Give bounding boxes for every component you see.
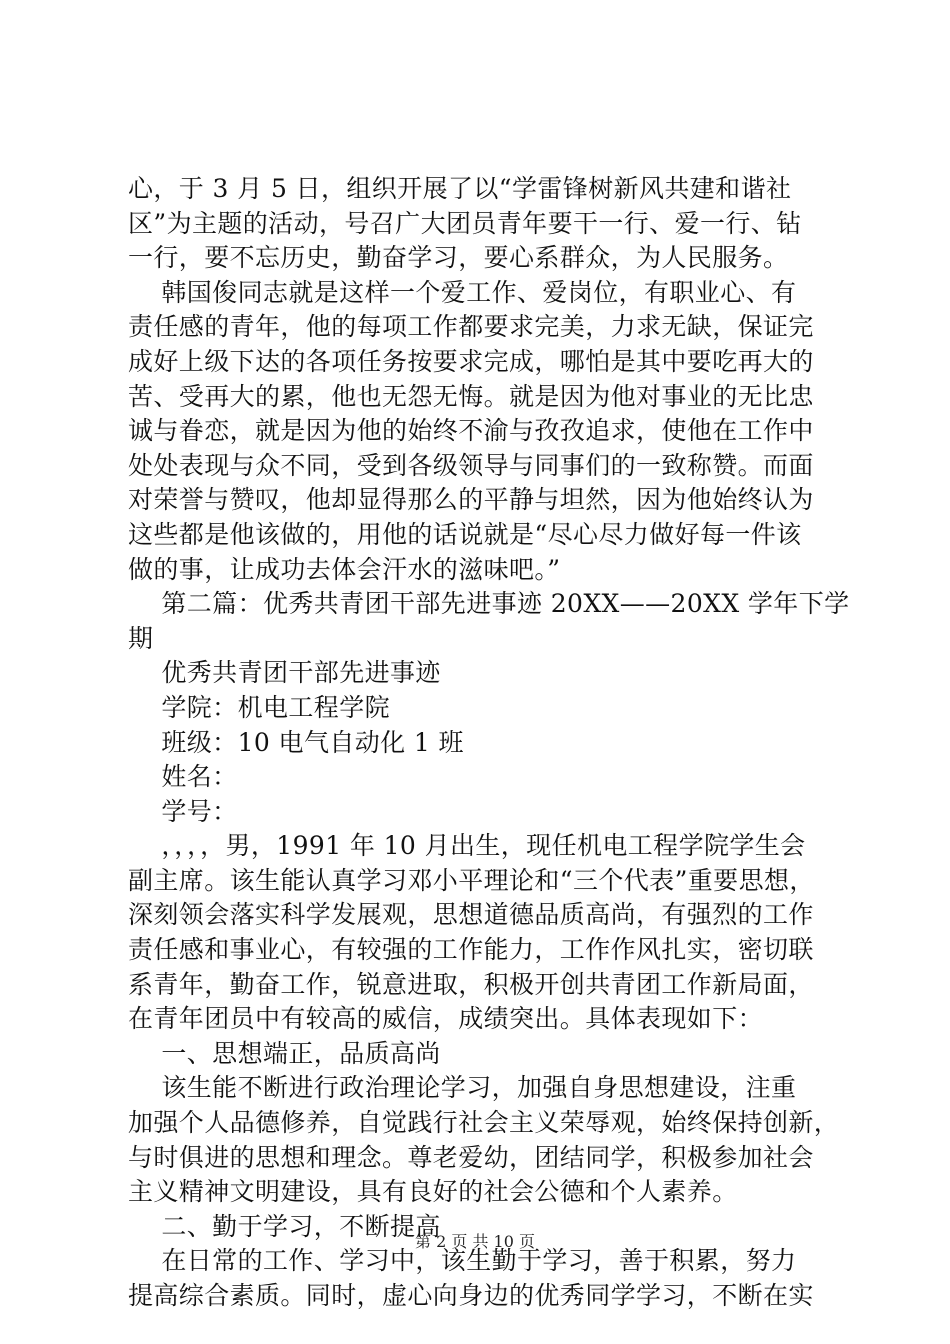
- name-field: 姓名：: [128, 762, 238, 792]
- text-line: 与时俱进的思想和理念。尊老爱幼，团结同学，积极参加社会: [128, 1142, 814, 1172]
- subheading: 一、思想端正，品质高尚: [128, 1038, 441, 1068]
- text-line: 提高综合素质。同时，虚心向身边的优秀同学学习，不断在实: [128, 1281, 814, 1310]
- text-line: 在青年团员中有较高的威信，成绩突出。具体表现如下：: [128, 1004, 764, 1034]
- text-line: 这些都是他该做的，用他的话说就是“尽心尽力做好每一件该: [128, 519, 802, 549]
- text-line: 主义精神文明建设，具有良好的社会公德和个人素养。: [128, 1177, 738, 1207]
- text-line: 系青年，勤奋工作，锐意进取，积极开创共青团工作新局面，: [128, 969, 814, 999]
- text-line: 成好上级下达的各项任务按要求完成，哪怕是其中要吃再大的: [128, 346, 814, 376]
- text-line: 韩国俊同志就是这样一个爱工作、爱岗位，有职业心、有: [128, 277, 797, 307]
- text-line: 区”为主题的活动，号召广大团员青年要干一行、爱一行、钻: [128, 208, 802, 238]
- text-line: 对荣誉与赞叹，他却显得那么的平静与坦然，因为他始终认为: [128, 485, 814, 515]
- page-footer: 第 2 页 共 10 页: [415, 1232, 535, 1251]
- text-line: 诚与眷恋，就是因为他的始终不渝与孜孜追求，使他在工作中: [128, 416, 814, 446]
- text-line: 责任感和事业心，有较强的工作能力，工作作风扎实，密切联: [128, 935, 814, 965]
- text-line: 一行，要不忘历史，勤奋学习，要心系群众，为人民服务。: [128, 243, 789, 273]
- text-line: 该生能不断进行政治理论学习，加强自身思想建设，注重: [128, 1073, 797, 1103]
- class-field: 班级：10 电气自动化 1 班: [128, 727, 464, 757]
- section-heading: 第二篇：优秀共青团干部先进事迹 20XX——20XX 学年下学: [128, 589, 850, 619]
- text-line: 心，于 3 月 5 日，组织开展了以“学雷锋树新风共建和谐社: [128, 174, 792, 203]
- text-line: 苦、受再大的累，他也无怨无悔。就是因为他对事业的无比忠: [128, 381, 814, 411]
- text-line: 深刻领会落实科学发展观，思想道德品质高尚，有强烈的工作: [128, 900, 814, 930]
- text-line: 加强个人品德修养，自觉践行社会主义荣辱观，始终保持创新，: [128, 1108, 840, 1138]
- document-body: [128, 172, 850, 1314]
- text-line: ，，，，男，1991 年 10 月出生，现任机电工程学院学生会: [128, 831, 806, 861]
- text-line: 责任感的青年，他的每项工作都要求完美，力求无缺，保证完: [128, 312, 814, 342]
- student-id-field: 学号：: [128, 796, 238, 826]
- section-heading-cont: 期: [128, 623, 154, 653]
- text-line: 做的事，让成功去体会汗水的滋味吧。”: [128, 554, 561, 584]
- subtitle: 优秀共青团干部先进事迹: [128, 658, 441, 688]
- text-line: 副主席。该生能认真学习邓小平理论和“三个代表”重要思想，: [128, 865, 815, 895]
- text-line: 在日常的工作、学习中，该生勤于学习，善于积累，努力: [128, 1246, 797, 1276]
- subheading: 二、勤于学习，不断提高: [128, 1211, 441, 1241]
- college-field: 学院：机电工程学院: [128, 692, 390, 722]
- text-line: 处处表现与众不同，受到各级领导与同事们的一致称赞。而面: [128, 450, 814, 480]
